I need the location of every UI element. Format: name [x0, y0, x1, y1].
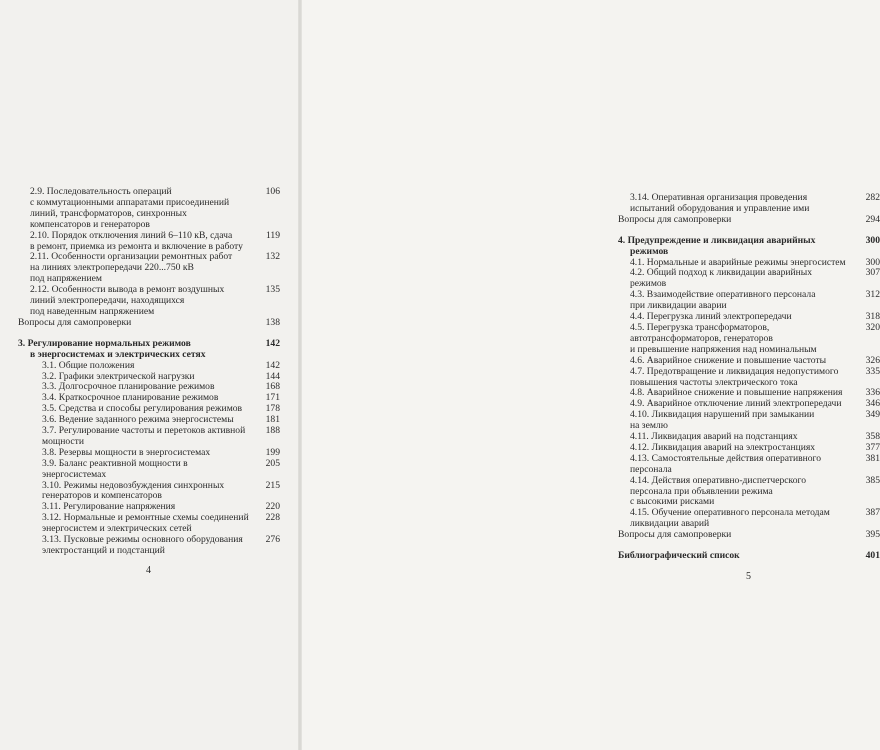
toc-entry-line: 4.11. Ликвидация аварий на подстанциях	[630, 431, 798, 443]
toc-entry-title	[618, 323, 858, 356]
toc-entry-line: линий, трансформаторов, синхронных	[30, 207, 187, 219]
toc-entry-page: 132	[265, 251, 280, 263]
toc-entry-line: в ремонт, приемка из ремонта и включение в работу	[30, 240, 243, 252]
toc-entry-page: 142	[265, 337, 280, 349]
toc-entry	[18, 339, 280, 361]
right-page	[300, 0, 880, 750]
toc-entry-line: 4.13. Самостоятельные действия оперативного	[630, 452, 822, 464]
toc-entry-line: 2.11. Особенности организации ремонтных работ	[30, 251, 233, 263]
toc-entry-line: Библиографический список	[618, 550, 740, 562]
toc-entry-page: 349	[865, 409, 880, 421]
toc-entry-line: 2.9. Последовательность операций	[30, 186, 172, 197]
toc-entry-line: 2.10. Порядок отключения линий 6–110 кВ, сдача	[30, 229, 233, 241]
toc-entry-page: 215	[265, 479, 280, 491]
toc-entry	[618, 290, 880, 312]
toc-entry-line: мощности	[42, 435, 85, 447]
toc-entry-page: 300	[865, 234, 880, 246]
toc-entry-line: 4.2. Общий подход к ликвидации аварийных	[630, 267, 813, 279]
toc-entry-line: 3.11. Регулирование напряжения	[42, 501, 176, 513]
toc-entry-title	[618, 215, 858, 226]
toc-entry-line: электростанций и подстанций	[42, 545, 165, 556]
toc-entry-line: 4.12. Ликвидация аварий на электростанциях	[630, 441, 816, 453]
toc-entry-title	[18, 513, 258, 535]
toc-entry-title	[18, 535, 258, 557]
toc-entry-line: на линиях электропередачи 220...750 кВ	[30, 262, 194, 274]
toc-entry	[618, 551, 880, 562]
toc-entry-page: 228	[265, 512, 280, 524]
toc-entry-page: 395	[865, 529, 880, 541]
toc-entry-line: 4.6. Аварийное снижение и повышение частоты	[630, 354, 827, 366]
toc-entry-line: 4.15. Обучение оперативного персонала методам	[630, 507, 830, 519]
toc-entry-line: 3.7. Регулирование частоты и перетоков активной	[42, 425, 246, 437]
toc-entry	[18, 513, 280, 535]
toc-entry-line: линий электропередачи, находящихся	[30, 295, 185, 307]
toc-entry-page: 171	[265, 392, 280, 404]
toc-entry-line: 3.12. Нормальные и ремонтные схемы соединений	[42, 512, 249, 524]
toc-entry-title	[18, 459, 258, 481]
toc-entry-page: 119	[265, 229, 280, 241]
toc-entry-page: 142	[265, 359, 280, 371]
toc-entry-title	[18, 285, 258, 318]
toc-entry	[618, 215, 880, 226]
toc-entry	[18, 187, 280, 231]
right-page-number: 5	[746, 571, 751, 582]
toc-entry-line: 4.4. Перегрузка линий электропередачи	[630, 311, 792, 323]
toc-entry-title	[18, 187, 258, 231]
book-spine	[298, 0, 302, 750]
toc-entry	[618, 268, 880, 290]
toc-entry-page: 178	[265, 403, 280, 415]
toc-entry-line: 3. Регулирование нормальных режимов	[18, 337, 191, 349]
toc-entry	[18, 535, 280, 557]
toc-entry-page: 135	[265, 284, 280, 296]
toc-entry-line: энергосистем и электрических сетей	[42, 523, 192, 535]
toc-entry-title	[18, 339, 258, 361]
toc-entry-page: 220	[265, 501, 280, 513]
toc-entry-line: 3.8. Резервы мощности в энергосистемах	[42, 446, 211, 458]
toc-entry	[18, 285, 280, 318]
toc-entry-line: 4.7. Предотвращение и ликвидация недопустимого	[630, 365, 839, 377]
toc-entry-title	[618, 551, 858, 562]
toc-entry-line: компенсаторов и генераторов	[30, 218, 150, 230]
toc-entry-page: 199	[265, 446, 280, 458]
toc-entry	[18, 231, 280, 253]
toc-entry	[618, 508, 880, 530]
toc-entry-line: на землю	[630, 420, 668, 432]
toc-entry	[18, 426, 280, 448]
toc-entry-page: 326	[865, 354, 880, 366]
left-page	[0, 0, 300, 750]
toc-entry-page: 168	[265, 381, 280, 393]
toc-entry-page: 320	[865, 321, 880, 333]
toc-entry-page: 377	[865, 441, 880, 453]
toc-entry-line: 4. Предупреждение и ликвидация аварийных	[618, 234, 816, 246]
toc-entry-line: персонала	[630, 463, 672, 475]
toc-entry-page: 335	[865, 365, 880, 377]
toc-entry-page: 300	[865, 256, 880, 268]
toc-entry-line: 3.4. Краткосрочное планирование режимов	[42, 392, 219, 404]
toc-entry-line: 3.10. Режимы недовозбуждения синхронных	[42, 479, 225, 491]
toc-entry-page: 346	[865, 398, 880, 410]
toc-entry-line: при ликвидации аварии	[630, 300, 727, 312]
toc-entry-line: 4.3. Взаимодействие оперативного персонала	[630, 289, 816, 301]
toc-entry-line: 4.5. Перегрузка трансформаторов,	[630, 321, 770, 333]
left-page-number: 4	[146, 565, 151, 576]
toc-entry-line: 3.9. Баланс реактивной мощности в энергосистемах	[42, 457, 188, 480]
toc-entry	[618, 356, 880, 367]
toc-entry-line: генераторов и компенсаторов	[42, 490, 162, 502]
toc-entry	[618, 476, 880, 509]
toc-entry-line: 3.3. Долгосрочное планирование режимов	[42, 381, 215, 393]
toc-entry-line: под напряжением	[30, 273, 102, 285]
toc-entry-page: 282	[865, 192, 880, 203]
toc-entry-page: 381	[865, 452, 880, 464]
toc-entry-line: 4.14. Действия оперативно-диспетчерского	[630, 474, 807, 486]
toc-entry-page: 318	[865, 311, 880, 323]
toc-entry-page: 188	[265, 425, 280, 437]
toc-entry-line: 3.2. Графики электрической нагрузки	[42, 370, 195, 382]
toc-entry-line: автотрансформаторов, генераторов	[630, 332, 773, 344]
toc-entry-page: 205	[265, 457, 280, 469]
toc-entry-line: 4.8. Аварийное снижение и повышение напряжения	[630, 387, 843, 399]
toc-entry-title	[618, 410, 858, 432]
toc-entry-line: ликвидации аварий	[630, 518, 710, 530]
toc-entry-line: с коммутационными аппаратами присоединений	[30, 196, 230, 208]
toc-entry-title	[18, 481, 258, 503]
toc-entry-title	[618, 193, 858, 215]
toc-entry-line: с высокими рисками	[630, 496, 715, 508]
toc-entry-title	[618, 356, 858, 367]
toc-entry-title	[618, 476, 858, 509]
toc-entry	[618, 410, 880, 432]
toc-entry-line: Вопросы для самопроверки	[18, 316, 132, 328]
toc-right	[618, 193, 880, 562]
toc-entry-line: 3.14. Оперативная организация проведения	[630, 192, 808, 203]
toc-entry	[618, 454, 880, 476]
toc-entry-title	[18, 361, 258, 372]
toc-entry	[18, 459, 280, 481]
toc-entry-page: 385	[865, 474, 880, 486]
toc-entry	[618, 236, 880, 258]
toc-entry-page: 358	[865, 431, 880, 443]
toc-entry	[618, 193, 880, 215]
toc-left	[18, 187, 280, 557]
toc-entry-line: режимов	[630, 245, 669, 257]
toc-entry	[18, 252, 280, 285]
toc-entry-line: режимов	[630, 278, 667, 290]
toc-entry	[18, 318, 280, 329]
toc-entry-title	[618, 530, 858, 541]
toc-entry-page: 144	[265, 370, 280, 382]
toc-entry-title	[18, 318, 258, 329]
toc-entry-line: 4.9. Аварийное отключение линий электропередачи	[630, 398, 842, 410]
toc-entry-title	[618, 508, 858, 530]
toc-entry-page: 336	[865, 387, 880, 399]
toc-entry-page: 181	[265, 414, 280, 426]
toc-entry-line: под наведенным напряжением	[30, 305, 155, 317]
toc-entry-line: персонала при объявлении режима	[630, 485, 773, 497]
toc-entry-line: и превышение напряжения над номинальным	[630, 343, 817, 355]
toc-entry-title	[18, 426, 258, 448]
toc-entry-title	[618, 268, 858, 290]
toc-entry-line: повышения частоты электрического тока	[630, 376, 798, 388]
toc-entry-line: 2.12. Особенности вывода в ремонт воздушных	[30, 284, 225, 296]
toc-entry-line: 3.6. Ведение заданного режима энергосистемы	[42, 414, 234, 426]
toc-entry-page: 276	[265, 534, 280, 546]
toc-entry-title	[618, 454, 858, 476]
toc-entry-page: 106	[265, 186, 280, 197]
toc-entry	[618, 367, 880, 389]
toc-entry-line: 4.10. Ликвидация нарушений при замыкании	[630, 409, 815, 421]
toc-entry-page: 387	[865, 507, 880, 519]
toc-entry-line: 3.1. Общие положения	[42, 359, 135, 371]
toc-entry-page: 312	[865, 289, 880, 301]
toc-entry-page: 401	[865, 550, 880, 562]
toc-entry-line: Вопросы для самопроверки	[618, 213, 732, 225]
toc-entry-page: 294	[865, 213, 880, 225]
toc-entry-line: в энергосистемах и электрических сетях	[30, 348, 206, 360]
toc-entry	[18, 481, 280, 503]
toc-entry-title	[618, 367, 858, 389]
toc-entry-page: 307	[865, 267, 880, 279]
toc-entry-title	[18, 231, 258, 253]
toc-entry-title	[618, 236, 858, 258]
toc-entry	[18, 361, 280, 372]
toc-entry-line: Вопросы для самопроверки	[618, 529, 732, 541]
toc-entry-title	[18, 252, 258, 285]
toc-entry-line: 3.5. Средства и способы регулирования режимов	[42, 403, 243, 415]
toc-entry-title	[618, 290, 858, 312]
toc-entry-line: испытаний оборудования и управление ими	[630, 202, 810, 214]
toc-entry-line: 4.1. Нормальные и аварийные режимы энергосистем	[630, 256, 846, 268]
toc-entry-page: 138	[265, 316, 280, 328]
toc-entry-line: 3.13. Пусковые режимы основного оборудования	[42, 534, 243, 546]
toc-entry	[618, 323, 880, 356]
toc-entry	[618, 530, 880, 541]
